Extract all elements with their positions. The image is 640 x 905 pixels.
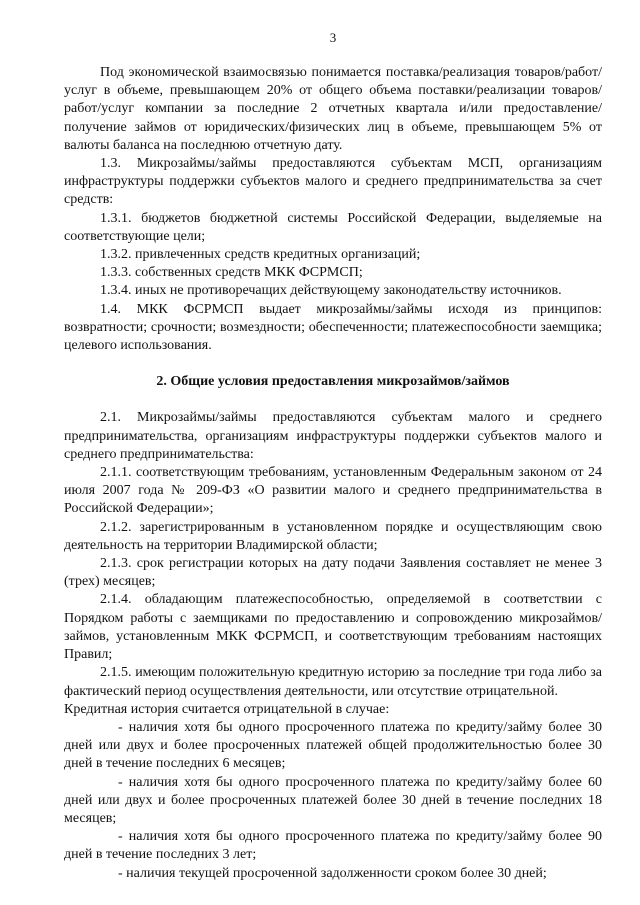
credit-history-item-18-months: - наличия хотя бы одного просроченного платежа по кредиту/займу более 60 дней или двух и более просроченных платежей более 30 дней в течение последних 18 месяцев; xyxy=(64,774,602,826)
section-2-heading: 2. Общие условия предоставления микрозаймов/займов xyxy=(156,374,510,390)
paragraph-1-3-4: 1.3.4. иных не противоречащих действующему законодательству источников. xyxy=(100,283,562,299)
document-page xyxy=(64,30,602,883)
credit-history-item-3-years: - наличия хотя бы одного просроченного платежа по кредиту/займу более 90 дней в течение последних 3 лет; xyxy=(64,829,602,863)
paragraph-2-1-4: 2.1.4. обладающим платежеспособностью, определяемой в соответствии с Порядком работы с заемщиками по предоставлению и сопровождению микрозаймов/займов, установленным МКК ФСРМСП, и соответствующим требованиям настоящих Правил; xyxy=(64,592,602,663)
credit-history-item-6-months: - наличия хотя бы одного просроченного платежа по кредиту/займу более 30 дней или двух и более просроченных платежей общей продолжительностью более 30 дней в течение последних 6 месяцев; xyxy=(64,719,602,772)
paragraph-1-3-2: 1.3.2. привлеченных средств кредитных организаций; xyxy=(100,247,421,263)
credit-history-intro: Кредитная история считается отрицательной в случае: xyxy=(64,701,390,717)
paragraph-2-1-3: 2.1.3. срок регистрации которых на дату подачи Заявления составляет не менее 3 (трех) месяцев; xyxy=(64,556,602,590)
page-number: 3 xyxy=(329,30,337,45)
paragraph-2-1: 2.1. Микрозаймы/займы предоставляются субъектам малого и среднего предпринимательства, организациям инфраструктуры поддержки субъектов малого и среднего предпринимательства: xyxy=(64,410,602,462)
paragraph-1-3-1: 1.3.1. бюджетов бюджетной системы Российской Федерации, выделяемые на соответствующие цели; xyxy=(64,210,602,244)
credit-history-item-current-debt: - наличия текущей просроченной задолженности сроком более 30 дней; xyxy=(118,865,547,881)
paragraph-1-3-3: 1.3.3. собственных средств МКК ФСРМСП; xyxy=(100,265,363,281)
paragraph-1-3: 1.3. Микрозаймы/займы предоставляются субъектам МСП, организациям инфраструктуры поддержки субъектов малого и среднего предпринимательства за счет средств: xyxy=(64,156,602,208)
paragraph-1-4: 1.4. МКК ФСРМСП выдает микрозаймы/займы исходя из принципов: возвратности; срочности; возмездности; обеспеченности; платежеспособности заемщика; целевого использования. xyxy=(64,301,602,354)
paragraph-2-1-1: 2.1.1. соответствующим требованиям, установленным Федеральным законом от 24 июля 2007 года № 209-ФЗ «О развитии малого и среднего предпринимательства в Российской Федерации»; xyxy=(64,465,602,517)
paragraph-2-1-2: 2.1.2. зарегистрированным в установленном порядке и осуществляющим свою деятельность на территории Владимирской области; xyxy=(64,519,602,553)
paragraph-economic-relationship: Под экономической взаимосвязью понимается поставка/реализация товаров/работ/услуг в объеме, превышающем 20% от общего объема поставки/реализации товаров/работ/услуг компании за последние 2 отчетных квартала и/или предоставление/получение займов от юридических/физических лиц в объеме, превышающем 5% от валюты баланса на последнюю отчетную дату. xyxy=(64,65,602,153)
paragraph-2-1-5: 2.1.5. имеющим положительную кредитную историю за последние три года либо за фактический период осуществления деятельности, или отсутствие отрицательной. xyxy=(64,665,602,699)
